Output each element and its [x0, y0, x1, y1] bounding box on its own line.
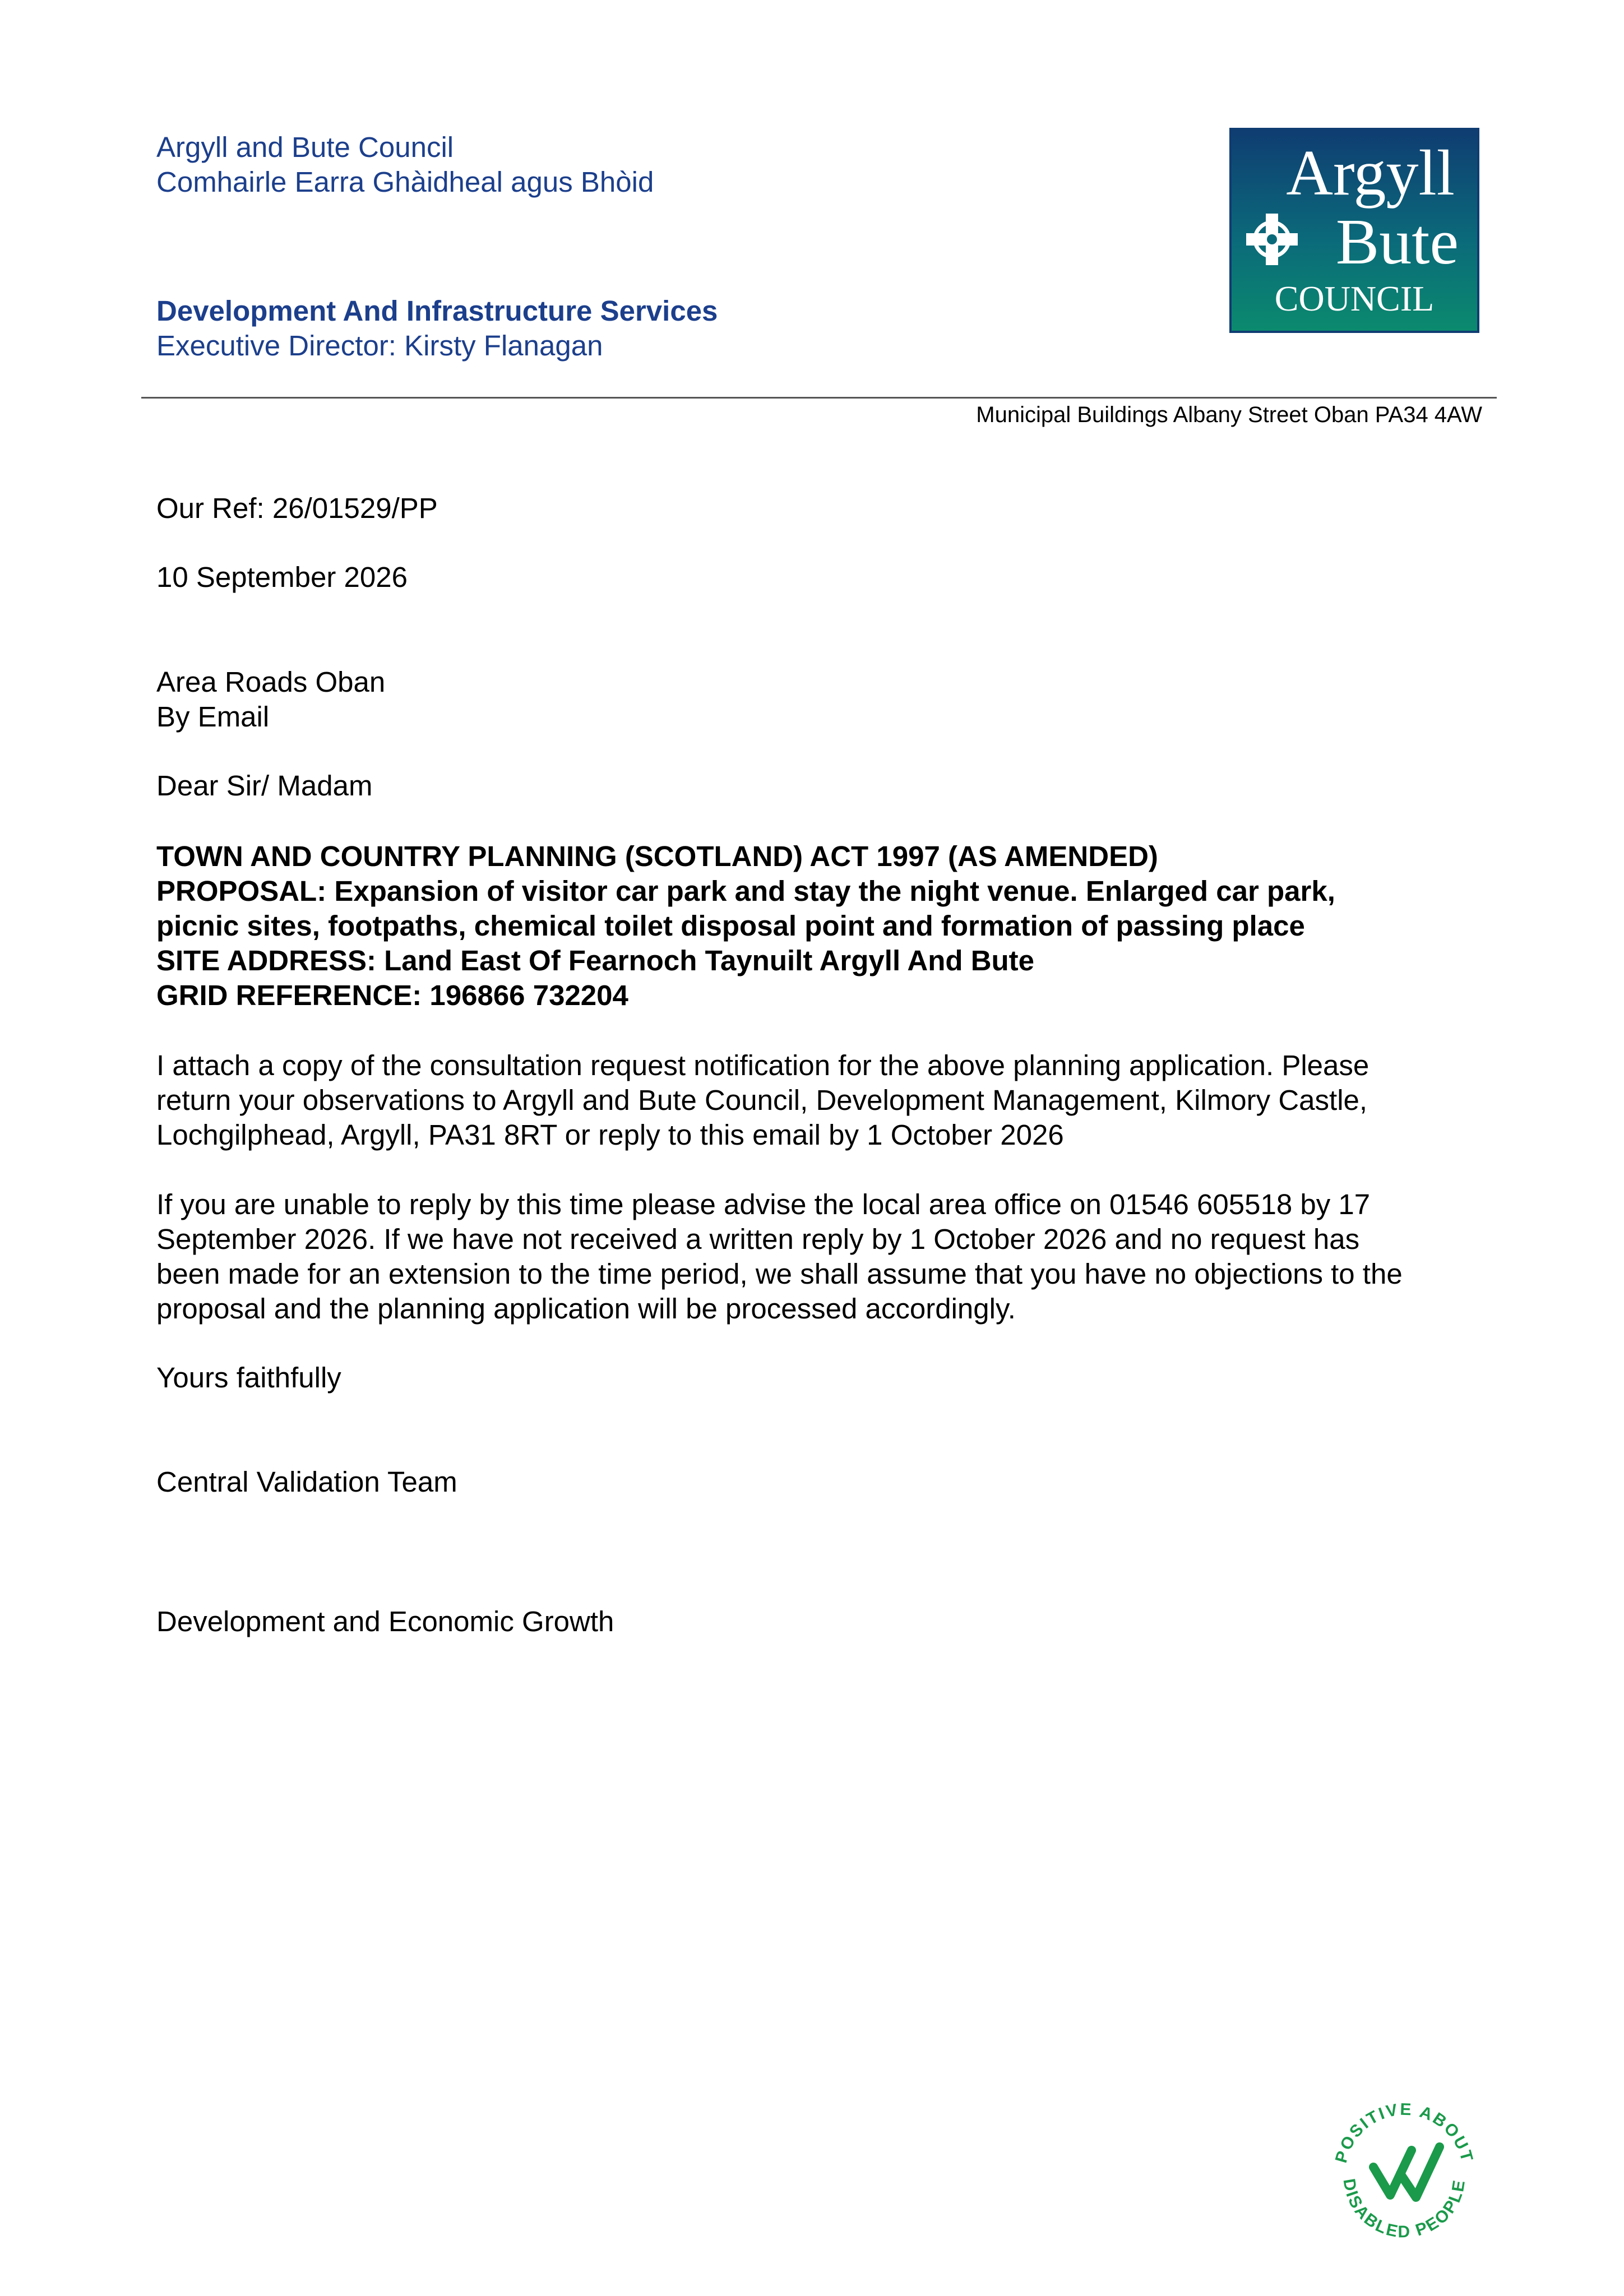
paragraph-line: If you are unable to reply by this time please advise the local area office on 01546 605518 by 17	[156, 1188, 1371, 1220]
paragraph-line: been made for an extension to the time period, we shall assume that you have no objections to the	[156, 1258, 1403, 1290]
subject-act: TOWN AND COUNTRY PLANNING (SCOTLAND) ACT 1997 (AS AMENDED)	[156, 840, 1158, 872]
signatory-department: Development and Economic Growth	[156, 1605, 614, 1637]
subject-block	[156, 839, 1491, 1013]
header-divider	[141, 397, 1497, 399]
svg-text:DISABLED PEOPLE: DISABLED PEOPLE	[1339, 2177, 1469, 2242]
signatory: Central Validation Team	[156, 1466, 457, 1498]
recipient-line1: Area Roads Oban	[156, 666, 386, 698]
paragraph-line: proposal and the planning application will be processed accordingly.	[156, 1293, 1016, 1325]
subject-site-address: SITE ADDRESS: Land East Of Fearnoch Taynuilt Argyll And Bute	[156, 945, 1035, 976]
director-name: Executive Director: Kirsty Flanagan	[156, 330, 603, 362]
department-name: Development And Infrastructure Services	[156, 295, 718, 327]
org-name-gaelic: Comhairle Earra Ghàidheal agus Bhòid	[156, 166, 654, 198]
council-address: Municipal Buildings Albany Street Oban PA34 4AW	[976, 402, 1482, 427]
paragraph-deadline	[156, 1187, 1491, 1326]
paragraph-consultation	[156, 1048, 1491, 1152]
reference-number: Our Ref: 26/01529/PP	[156, 492, 438, 524]
paragraph-line: return your observations to Argyll and Bute Council, Development Management, Kilmory Castle,	[156, 1084, 1368, 1116]
paragraph-line: I attach a copy of the consultation request notification for the above planning application. Please	[156, 1049, 1369, 1081]
logo-line1: Argyll	[1286, 137, 1455, 209]
subject-grid-reference: GRID REFERENCE: 196866 732204	[156, 979, 628, 1011]
disability-badge	[1322, 2090, 1487, 2247]
council-logo	[1229, 128, 1479, 333]
recipient-line2: By Email	[156, 701, 270, 733]
salutation: Dear Sir/ Madam	[156, 770, 373, 802]
org-name: Argyll and Bute Council	[156, 131, 454, 163]
subject-proposal-line2: picnic sites, footpaths, chemical toilet disposal point and formation of passing place	[156, 910, 1305, 942]
svg-text:POSITIVE ABOUT: POSITIVE ABOUT	[1331, 2100, 1477, 2165]
paragraph-line: September 2026. If we have not received a written reply by 1 October 2026 and no request has	[156, 1223, 1360, 1255]
subject-proposal-line1: PROPOSAL: Expansion of visitor car park and stay the night venue. Enlarged car park,	[156, 875, 1335, 907]
paragraph-line: Lochgilphead, Argyll, PA31 8RT or reply to this email by 1 October 2026	[156, 1119, 1064, 1151]
double-tick-icon	[1373, 2147, 1440, 2197]
logo-line2: Bute	[1335, 206, 1459, 278]
logo-line3: COUNCIL	[1274, 279, 1435, 318]
closing: Yours faithfully	[156, 1362, 341, 1394]
letter-date: 10 September 2026	[156, 561, 408, 593]
